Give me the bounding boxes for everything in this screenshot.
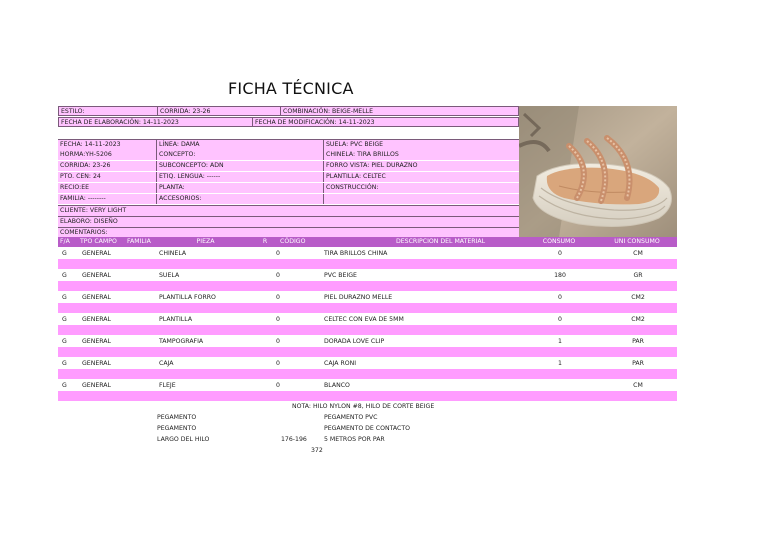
note-left: PEGAMENTO <box>157 414 197 421</box>
col-r: R <box>262 238 268 245</box>
page-title: FICHA TÉCNICA <box>228 79 354 98</box>
row-stripe <box>58 391 677 401</box>
cell-descripcion: PVC BEIGE <box>324 272 357 279</box>
estilo-cell: ESTILO: <box>61 108 85 115</box>
cell-descripcion: TIRA BRILLOS CHINA <box>324 250 388 257</box>
fecha-modificacion-cell: FECHA DE MODIFICACIÓN: 14-11-2023 <box>252 118 519 126</box>
sandal-image <box>519 106 677 237</box>
cell-codigo: 0 <box>276 338 280 345</box>
col-codigo: CÓDIGO <box>280 238 306 245</box>
cell-fa: G <box>62 338 67 345</box>
familia-cell: FAMILIA: -------- <box>60 195 106 202</box>
cell-descripcion: CELTEC CON EVA DE 5MM <box>324 316 404 323</box>
table-row <box>58 292 677 303</box>
corrida-cell: CORRIDA: 23-26 <box>157 107 280 115</box>
info-row-4 <box>58 172 519 182</box>
cell-familia: GENERAL <box>82 360 111 367</box>
product-photo <box>519 106 677 237</box>
row-stripe <box>58 303 677 313</box>
info-row-6 <box>58 194 519 204</box>
total-value: 372 <box>311 447 323 454</box>
concepto-cell: CONCEPTO: <box>156 150 323 160</box>
elaboro-cell: ELABORO: DISEÑO <box>60 218 118 225</box>
planta-cell: PLANTA: <box>156 183 323 193</box>
note-left: LARGO DEL HILO <box>157 436 210 443</box>
col-tpo-campo: TPO CAMPO <box>80 238 117 245</box>
cell-fa: G <box>62 272 67 279</box>
linea-cell: LÍNEA: DAMA <box>156 140 323 150</box>
cell-descripcion: DORADA LOVE CLIP <box>324 338 385 345</box>
cell-unidad: CM2 <box>631 316 645 323</box>
note-left: PEGAMENTO <box>157 425 197 432</box>
cell-unidad: CM <box>633 250 643 257</box>
cell-consumo: 0 <box>558 294 562 301</box>
table-row <box>58 314 677 325</box>
info-row-8 <box>58 216 519 227</box>
note-right: PEGAMENTO PVC <box>324 414 378 421</box>
cell-fa: G <box>62 250 67 257</box>
cell-consumo <box>533 380 585 391</box>
cell-familia: GENERAL <box>82 316 111 323</box>
cliente-cell: CLIENTE: VERY LIGHT <box>60 207 127 214</box>
fecha-cell: FECHA: 14-11-2023 <box>60 141 121 148</box>
cell-codigo: 0 <box>276 250 280 257</box>
cell-fa: G <box>62 382 67 389</box>
combinacion-cell: COMBINACIÓN: BEIGE-MELLE <box>280 107 519 115</box>
cell-consumo: 0 <box>558 250 562 257</box>
cell-fa: G <box>62 294 67 301</box>
cell-familia: GENERAL <box>82 250 111 257</box>
header-row-style <box>58 106 519 116</box>
cell-pieza: PLANTILLA <box>159 316 193 323</box>
cell-familia: GENERAL <box>82 338 111 345</box>
accesorios-cell: ACCESORIOS: <box>156 194 323 204</box>
cell-pieza: SUELA <box>159 272 180 279</box>
cell-pieza: PLANTILLA FORRO <box>159 294 216 301</box>
note-mid: 176-196 <box>281 436 307 443</box>
cell-codigo: 0 <box>276 382 280 389</box>
cell-consumo: 1 <box>558 360 562 367</box>
cell-consumo: 1 <box>558 338 562 345</box>
col-descripcion: DESCRIPCION DEL MATERIAL <box>395 238 486 245</box>
info-row-5 <box>58 183 519 193</box>
col-familia: FAMILIA <box>127 238 151 245</box>
cell-familia: GENERAL <box>82 294 111 301</box>
cell-pieza: TAMPOGRAFIA <box>159 338 204 345</box>
info-row-7 <box>58 205 519 216</box>
cell-codigo: 0 <box>276 272 280 279</box>
cell-unidad: GR <box>633 272 643 279</box>
cell-descripcion: PIEL DURAZNO MELLE <box>324 294 393 301</box>
cell-consumo: 180 <box>554 272 566 279</box>
info-row-1 <box>58 139 519 150</box>
table-row <box>58 380 677 391</box>
cell-familia: GENERAL <box>82 382 111 389</box>
horma-cell: HORMA:YH-5206 <box>60 151 112 158</box>
table-row <box>58 358 677 369</box>
etiq-lengua-cell: ETIQ. LENGUA: ------ <box>156 172 323 182</box>
fecha-elaboracion-cell: FECHA DE ELABORACIÓN: 14-11-2023 <box>61 119 179 126</box>
col-uni-consumo: UNI CONSUMO <box>614 238 660 245</box>
precio-cell: RECIO:EE <box>60 184 90 191</box>
header-row-dates <box>58 117 519 127</box>
cell-codigo: 0 <box>276 316 280 323</box>
row-stripe <box>58 347 677 357</box>
plantilla-info-cell: PLANTILLA: CELTEC <box>323 172 519 182</box>
cell-pieza: FLEJE <box>159 382 176 389</box>
cell-unidad: PAR <box>632 360 644 367</box>
cell-pieza: CHINELA <box>159 250 187 257</box>
note-right: 5 METROS POR PAR <box>324 436 385 443</box>
empty-cell <box>323 194 519 204</box>
cell-fa: G <box>62 360 67 367</box>
construccion-cell: CONSTRUCCIÓN: <box>323 183 519 193</box>
row-stripe <box>58 369 677 379</box>
table-row <box>58 248 677 259</box>
note-right: PEGAMENTO DE CONTACTO <box>324 425 411 432</box>
cell-familia: GENERAL <box>82 272 111 279</box>
cell-consumo: 0 <box>558 316 562 323</box>
row-stripe <box>58 325 677 335</box>
chinela-cell: CHINELA: TIRA BRILLOS <box>323 150 519 160</box>
table-row <box>58 336 677 347</box>
row-stripe <box>58 259 677 269</box>
comentarios-cell: COMENTARIOS: <box>60 229 108 236</box>
cell-unidad: CM <box>633 382 643 389</box>
info-row-2 <box>58 150 519 160</box>
materials-table-header <box>58 237 677 247</box>
subconcepto-cell: SUBCONCEPTO: ADN <box>156 161 323 171</box>
info-row-3 <box>58 161 519 171</box>
note-text: NOTA: HILO NYLON #8, HILO DE CORTE BEIGE <box>292 403 435 410</box>
col-pieza: PIEZA <box>196 238 215 245</box>
cell-descripcion: CAJA RONI <box>324 360 357 367</box>
corrida-info-cell: CORRIDA: 23-26 <box>60 162 111 169</box>
forro-vista-cell: FORRO VISTA: PIEL DURAZNO <box>323 161 519 171</box>
row-stripe <box>58 281 677 291</box>
cell-unidad: PAR <box>632 338 644 345</box>
cell-descripcion: BLANCO <box>324 382 350 389</box>
table-row <box>58 270 677 281</box>
cell-codigo: 0 <box>276 294 280 301</box>
cell-unidad: CM2 <box>631 294 645 301</box>
col-fa: F/A <box>60 238 70 245</box>
cell-fa: G <box>62 316 67 323</box>
cell-pieza: CAJA <box>159 360 174 367</box>
cell-codigo: 0 <box>276 360 280 367</box>
pto-cen-cell: PTO. CEN: 24 <box>60 173 101 180</box>
col-consumo: CONSUMO <box>542 238 576 245</box>
suela-cell: SUELA: PVC BEIGE <box>323 140 519 150</box>
